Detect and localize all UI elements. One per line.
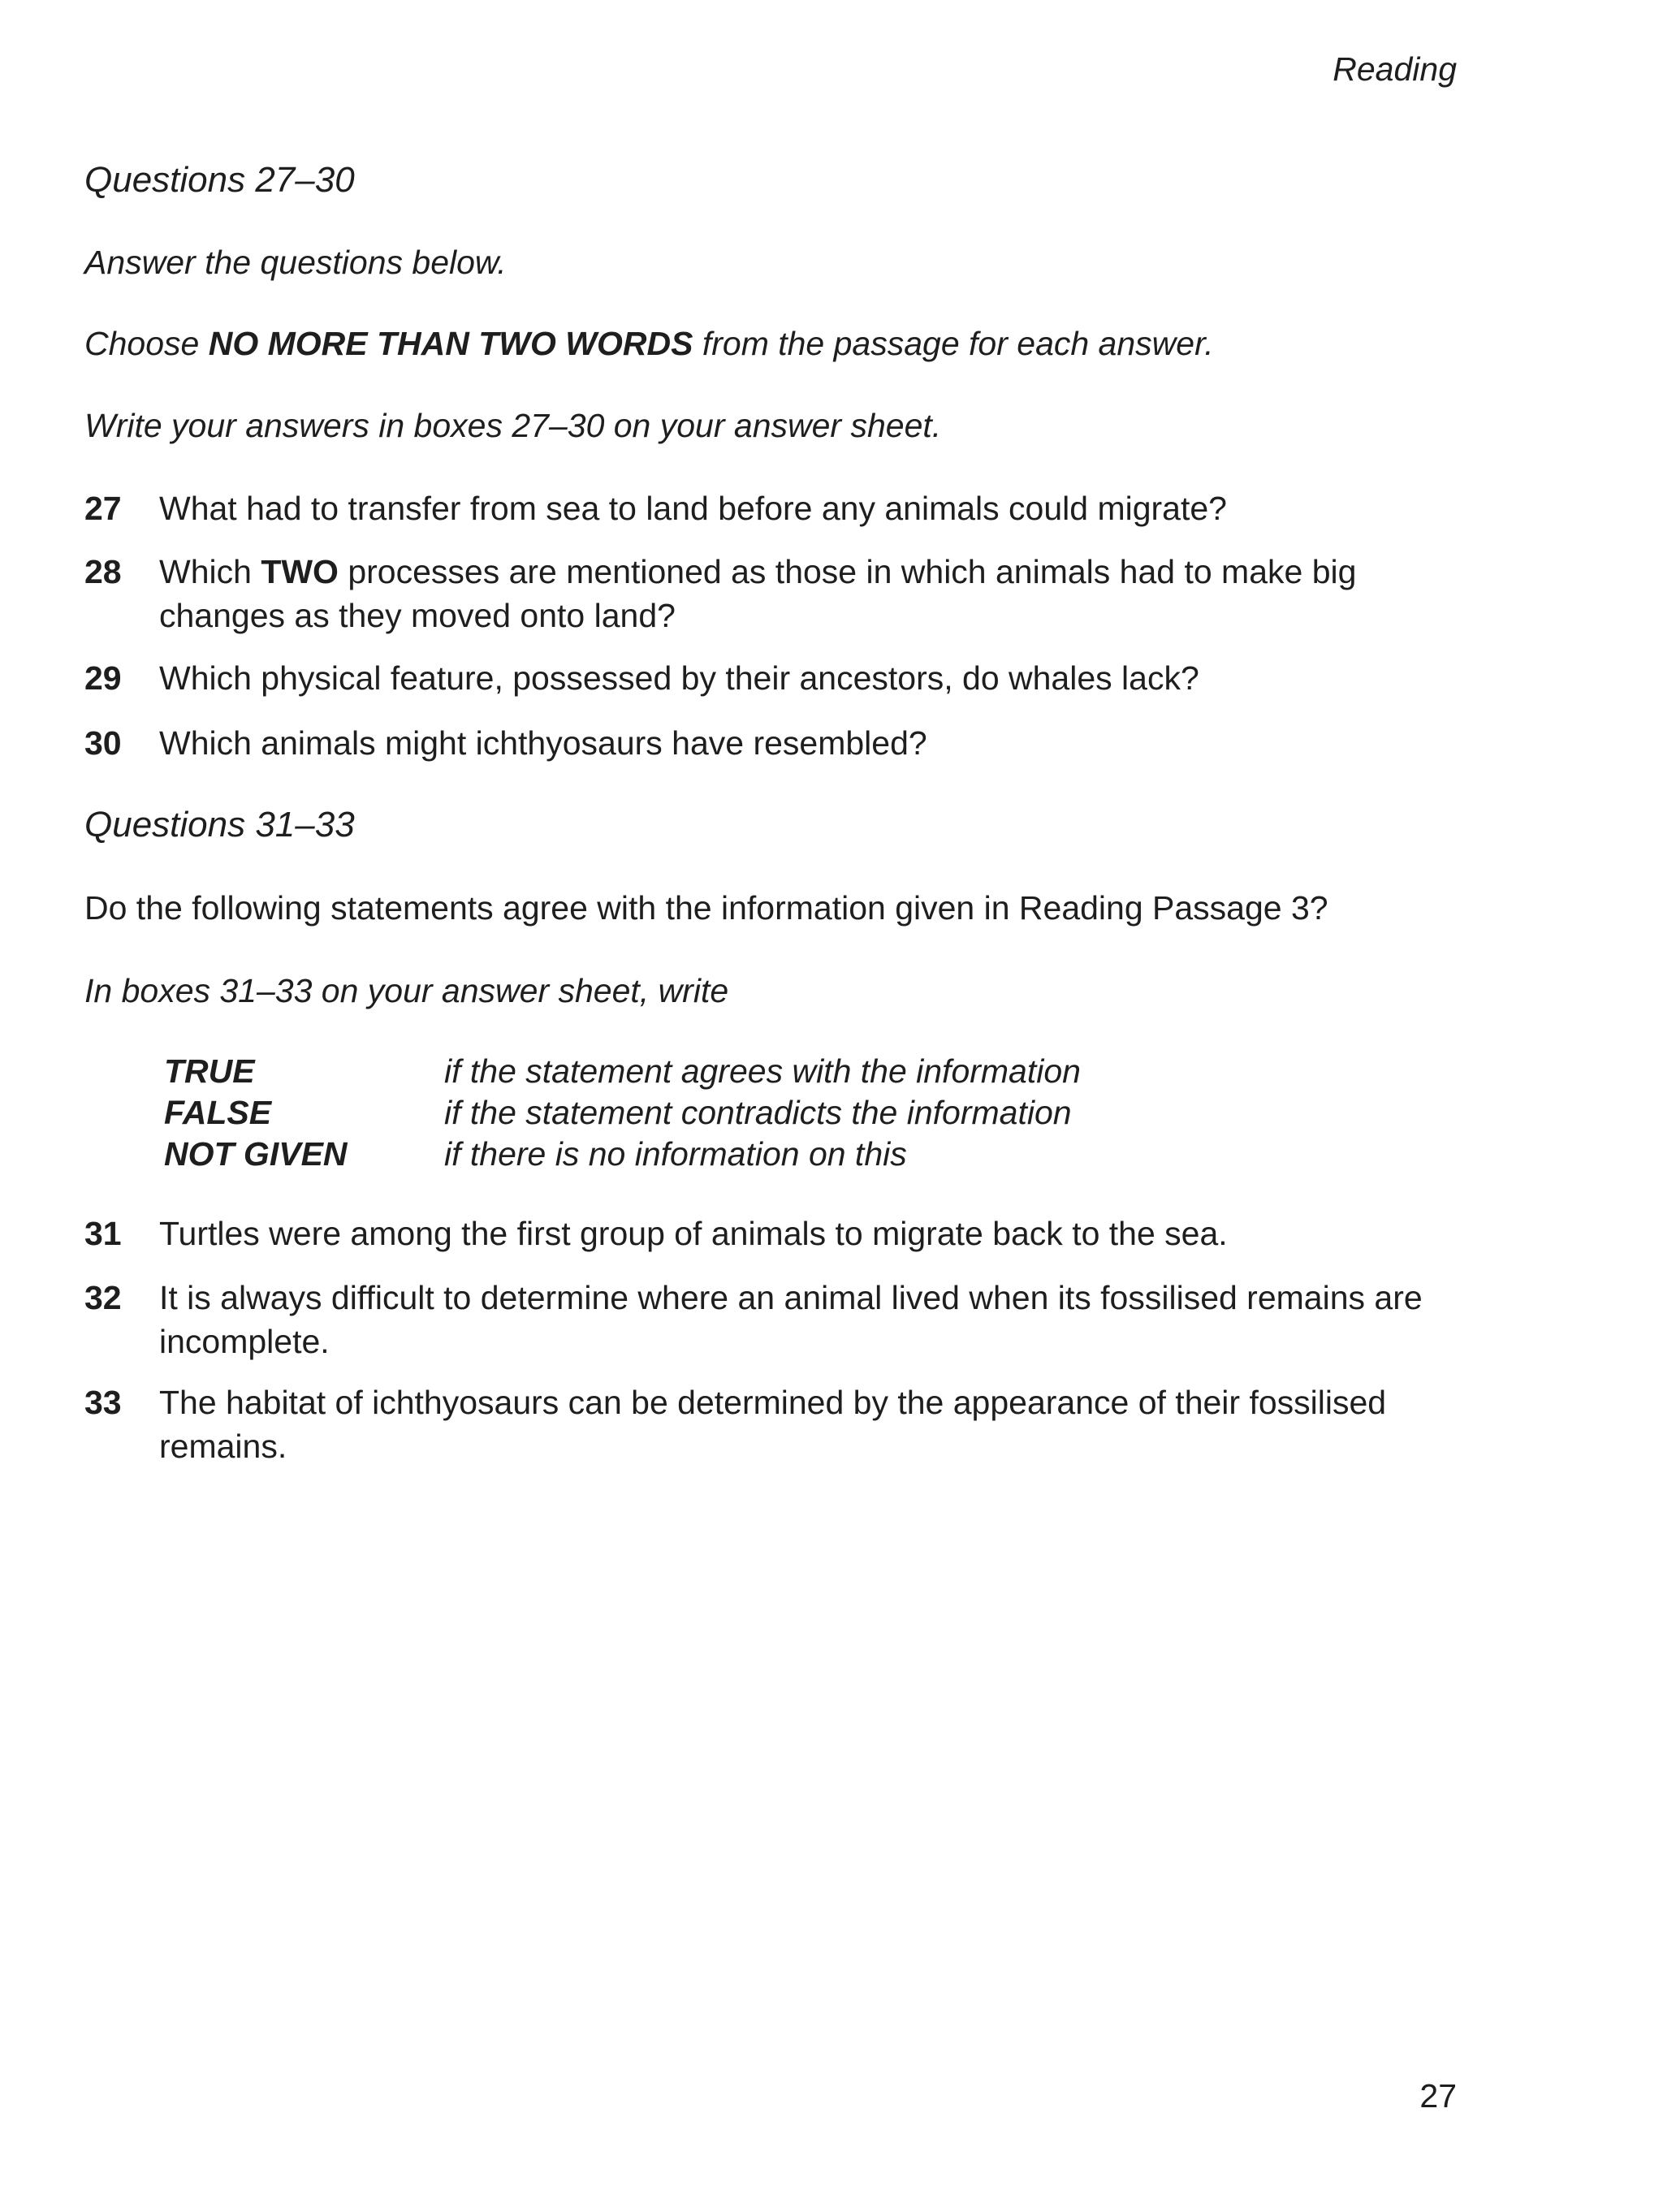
question-text: Which physical feature, possessed by their ancestors, do whales lack? [159,659,1199,697]
legend-row-false [164,1092,1081,1134]
question-number: 32 [84,1279,122,1316]
legend-row-not-given [164,1134,1081,1175]
legend-term: FALSE [164,1094,272,1131]
question-30 [84,721,1465,765]
question-text-after: processes are mentioned as those in which animals had to make big changes as they moved onto land? [159,553,1357,634]
question-number: 29 [84,659,122,697]
instruction-word-limit [84,322,1465,365]
instruction-write: In boxes 31–33 on your answer sheet, write [84,972,729,1009]
question-text: It is always difficult to determine where an animal lived when its fossilised remains are incomplete. [159,1279,1423,1360]
legend-term: TRUE [164,1052,255,1090]
section-heading-27-30: Questions 27–30 [84,160,355,200]
question-32 [84,1276,1465,1363]
section-heading-31-33: Questions 31–33 [84,805,355,845]
legend-row-true [164,1051,1081,1092]
instruction-answer-questions: Answer the questions below. [84,244,507,281]
question-number: 27 [84,490,122,527]
question-text: What had to transfer from sea to land before any animals could migrate? [159,490,1227,527]
question-number: 30 [84,724,122,762]
instruction-word-limit-after: from the passage for each answer. [693,325,1214,362]
question-number: 33 [84,1384,122,1421]
instruction-agree: Do the following statements agree with the information given in Reading Passage 3? [84,889,1328,927]
legend-description: if there is no information on this [444,1135,907,1173]
question-33 [84,1380,1465,1468]
question-28 [84,550,1465,637]
legend-description: if the statement agrees with the information [444,1052,1081,1090]
question-number: 31 [84,1215,122,1252]
instruction-answer-boxes: Write your answers in boxes 27–30 on your answer sheet. [84,407,942,444]
legend-term: NOT GIVEN [164,1135,348,1173]
question-text-before: Which [159,553,261,590]
question-29 [84,656,1465,700]
instruction-word-limit-bold: NO MORE THAN TWO WORDS [208,325,693,362]
question-text: Turtles were among the first group of animals to migrate back to the sea. [159,1215,1228,1252]
answer-key-legend [164,1051,1081,1175]
legend-description: if the statement contradicts the information [444,1094,1072,1131]
question-number: 28 [84,553,122,590]
question-text: The habitat of ichthyosaurs can be determined by the appearance of their fossilised remains. [159,1384,1387,1465]
section-label: Reading [1333,50,1457,88]
instruction-word-limit-before: Choose [84,325,209,362]
question-text [159,550,1465,637]
question-text-bold: TWO [261,553,339,590]
question-31 [84,1212,1465,1255]
page-number: 27 [1419,2077,1457,2115]
question-27 [84,486,1465,530]
question-text: Which animals might ichthyosaurs have resembled? [159,724,927,762]
